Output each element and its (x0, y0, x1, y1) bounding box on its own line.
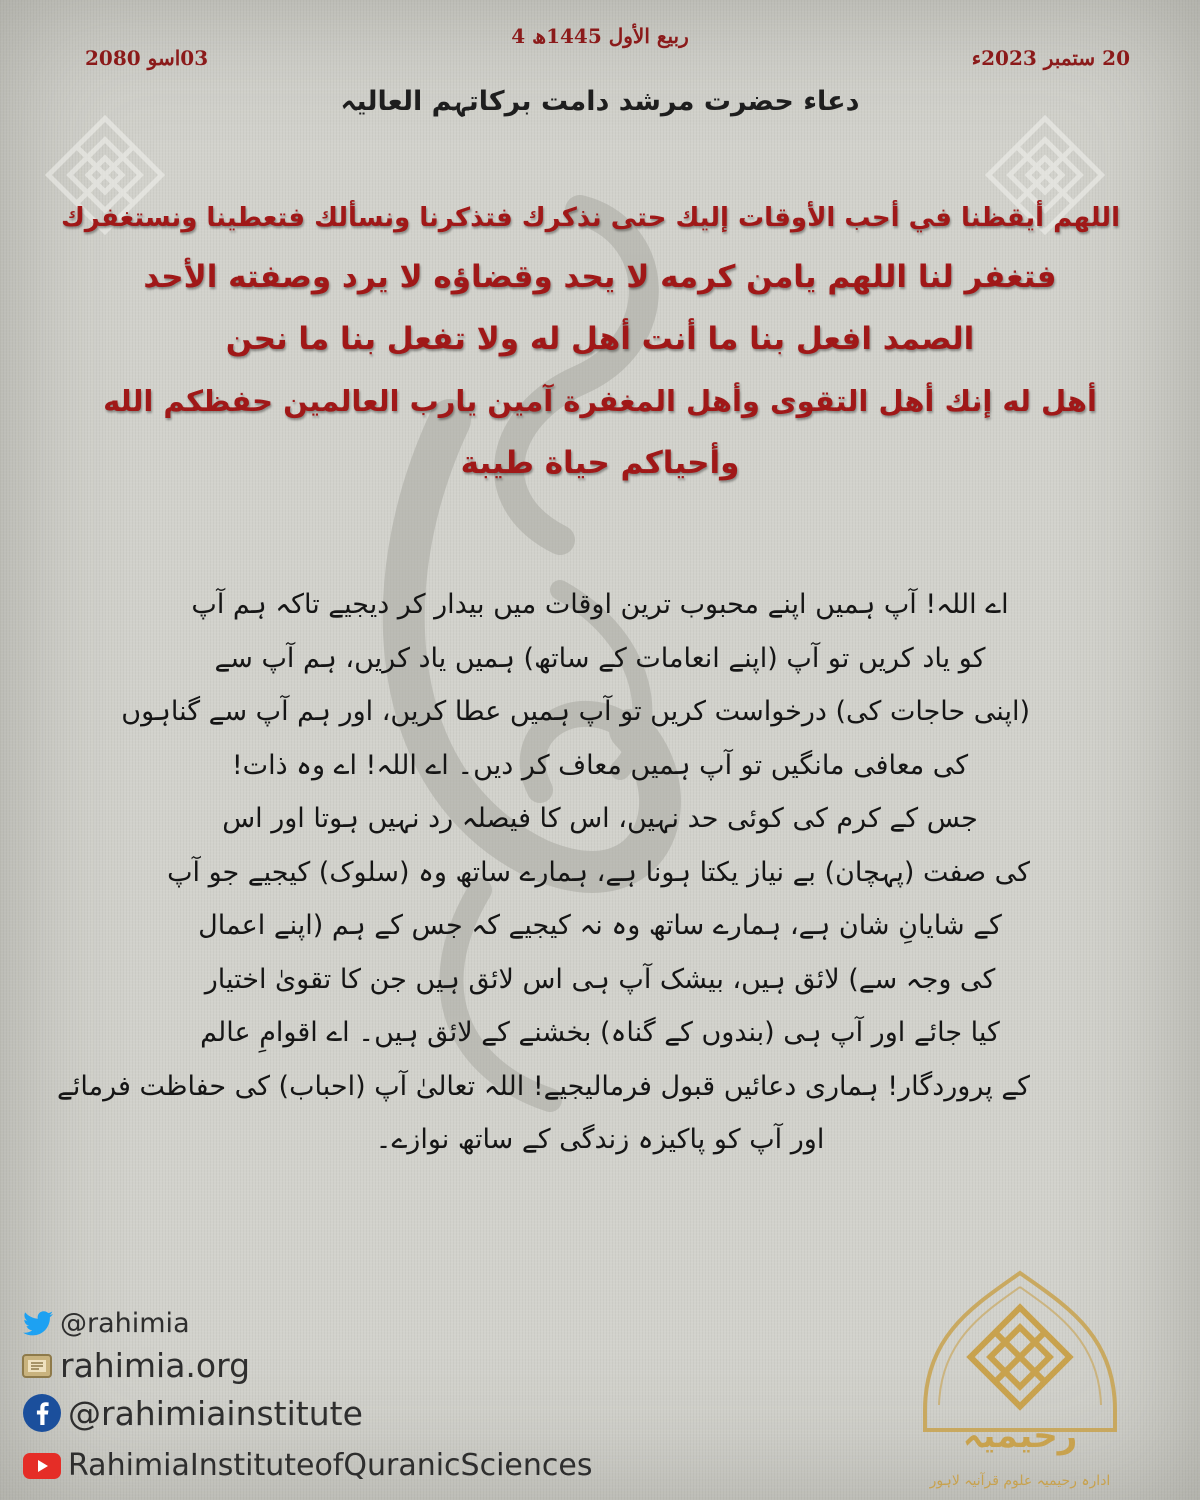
urdu-line: اور آپ کو پاکیزہ زندگی کے ساتھ نوازے۔ (375, 1124, 825, 1155)
urdu-line: کے شایانِ شان ہے، ہمارے ساتھ وہ نہ کیجیے کہ جس کے ہم (اپنے اعمال (198, 910, 1002, 941)
urdu-line: کی صفت (پہچان) بے نیاز یکتا ہونا ہے، ہمارے ساتھ وہ (سلوک) کیجیے جو آپ (167, 856, 1030, 888)
website-icon (22, 1353, 52, 1379)
twitter-icon (22, 1310, 54, 1338)
arabic-dua (60, 190, 1120, 494)
bikrami-date: 03اسو 2080 (85, 46, 209, 70)
twitter-link[interactable] (22, 1308, 190, 1339)
arabic-line: فتغفر لنا اللهم يامن كرمه لا يحد وقضاؤه لا يرد وصفته الأحد (143, 259, 1057, 295)
website-link[interactable] (22, 1346, 250, 1385)
urdu-translation (57, 578, 1030, 1167)
facebook-icon (22, 1393, 62, 1433)
page-title: دعاء حضرت مرشد دامت برکاتہم العالیہ (340, 86, 860, 117)
logo-name: رحیمیہ (962, 1416, 1078, 1456)
urdu-line: اے اللہ! آپ ہمیں اپنے محبوب ترین اوقات میں بیدار کر دیجیے تاکہ ہم آپ (191, 589, 1009, 620)
facebook-handle: @rahimiainstitute (68, 1393, 363, 1433)
urdu-line: کیا جائے اور آپ ہی (بندوں کے گناہ) بخشنے کے لائق ہیں۔ اے اقوامِ عالم (200, 1017, 1000, 1048)
urdu-line: کو یاد کریں تو آپ (اپنے انعامات کے ساتھ) ہمیں یاد کریں، ہم آپ سے (214, 642, 986, 674)
arabic-line: الصمد افعل بنا ما أنت أهل له ولا تفعل بنا ما نحن (225, 321, 975, 357)
facebook-link[interactable] (22, 1393, 363, 1433)
arabic-line: أهل له إنك أهل التقوى وأهل المغفرة آمين يارب العالمين حفظكم الله (103, 384, 1097, 418)
logo-tagline: ادارہ رحیمیہ علوم قرآنیہ لاہور (929, 1473, 1111, 1489)
arabic-line: وأحياكم حياة طيبة (460, 445, 740, 481)
gregorian-date: 20 ستمبر 2023ء (971, 46, 1130, 70)
rahimia-logo (915, 1265, 1125, 1495)
urdu-line: کی معافی مانگیں تو آپ ہمیں معاف کر دیں۔ اے اللہ! اے وہ ذات! (231, 749, 969, 781)
arabic-line: اللهم أيقظنا في أحب الأوقات إليك حتى نذكرك فتذكرنا ونسألك فتعطينا ونستغفرك (60, 203, 1120, 233)
youtube-icon (22, 1452, 62, 1480)
twitter-handle: @rahimia (60, 1308, 190, 1339)
hijri-date: 4 ربیع الأول 1445ھ (511, 24, 689, 48)
youtube-link[interactable] (22, 1448, 592, 1483)
urdu-line: (اپنی حاجات کی) درخواست کریں تو آپ ہمیں عطا کریں، اور ہم آپ سے گناہوں (121, 696, 1030, 727)
website-url: rahimia.org (60, 1346, 251, 1385)
urdu-line: کی وجہ سے) لائق ہیں، بیشک آپ ہی اس لائق ہیں جن کا تقویٰ اختیار (204, 963, 996, 995)
youtube-channel: RahimiaInstituteofQuranicSciences (68, 1448, 593, 1483)
urdu-line: کے پروردگار! ہماری دعائیں قبول فرمالیجیے! اللہ تعالیٰ آپ (احباب) کی حفاظت فرمائے (57, 1070, 1030, 1102)
urdu-line: جس کے کرم کی کوئی حد نہیں، اس کا فیصلہ رد نہیں ہوتا اور اس (222, 803, 978, 834)
